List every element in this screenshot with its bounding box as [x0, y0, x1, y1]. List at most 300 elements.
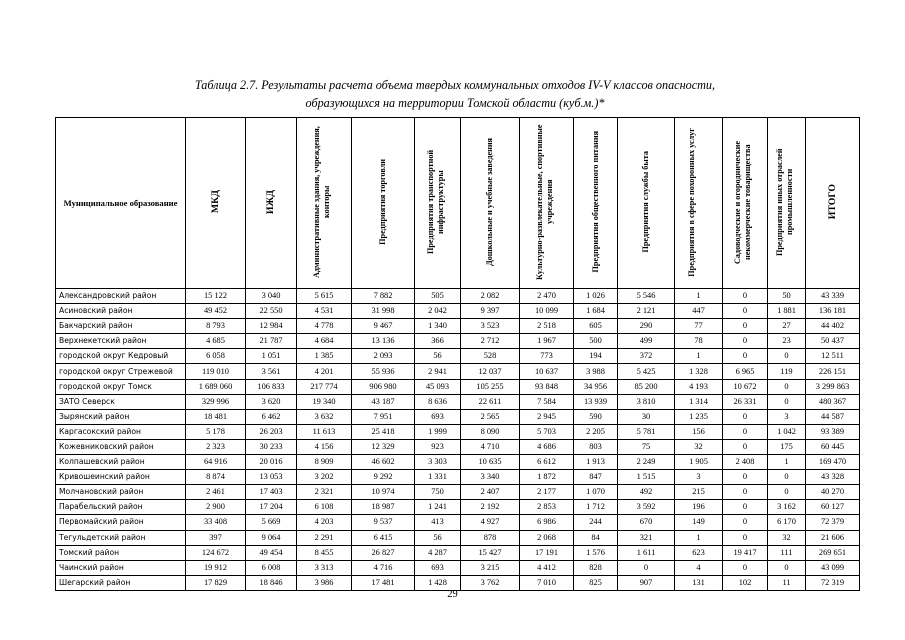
value-cell: 6 058 [186, 349, 246, 364]
value-cell: 825 [574, 575, 618, 590]
value-cell: 6 170 [768, 515, 806, 530]
value-cell: 7 010 [520, 575, 574, 590]
value-cell: 9 537 [352, 515, 415, 530]
value-cell: 590 [574, 409, 618, 424]
value-cell: 23 [768, 334, 806, 349]
value-cell: 46 602 [352, 455, 415, 470]
value-cell: 447 [675, 304, 723, 319]
value-cell: 45 093 [415, 379, 461, 394]
value-cell: 803 [574, 439, 618, 454]
total-cell: 50 437 [806, 334, 860, 349]
value-cell: 500 [574, 334, 618, 349]
municipality-cell: Верхнекетский район [56, 334, 186, 349]
value-cell: 4 156 [297, 439, 352, 454]
total-cell: 72 319 [806, 575, 860, 590]
value-cell: 26 203 [246, 424, 297, 439]
total-cell: 60 127 [806, 500, 860, 515]
table-row [56, 409, 860, 424]
value-cell: 3 313 [297, 560, 352, 575]
value-cell: 10 099 [520, 304, 574, 319]
table-row [56, 394, 860, 409]
value-cell: 2 093 [352, 349, 415, 364]
value-cell: 4 686 [520, 439, 574, 454]
value-cell: 4 685 [186, 334, 246, 349]
value-cell: 9 292 [352, 470, 415, 485]
value-cell: 1 [675, 349, 723, 364]
table-row [56, 334, 860, 349]
municipality-cell: Первомайский район [56, 515, 186, 530]
value-cell: 5 781 [618, 424, 675, 439]
value-cell: 4 287 [415, 545, 461, 560]
value-cell: 1 872 [520, 470, 574, 485]
value-cell: 0 [723, 470, 768, 485]
value-cell: 22 550 [246, 304, 297, 319]
column-header-gardening: Садоводческие и огороднические некоммерческие товарищества [723, 118, 768, 289]
value-cell: 10 635 [461, 455, 520, 470]
value-cell: 102 [723, 575, 768, 590]
value-cell: 6 986 [520, 515, 574, 530]
value-cell: 1 881 [768, 304, 806, 319]
value-cell: 3 810 [618, 394, 675, 409]
value-cell: 693 [415, 409, 461, 424]
value-cell: 106 833 [246, 379, 297, 394]
value-cell: 4 412 [520, 560, 574, 575]
value-cell: 2 565 [461, 409, 520, 424]
value-cell: 1 241 [415, 500, 461, 515]
value-cell: 32 [675, 439, 723, 454]
column-header-trade: Предприятия торговли [352, 118, 415, 289]
value-cell: 0 [723, 530, 768, 545]
value-cell: 2 853 [520, 500, 574, 515]
value-cell: 11 [768, 575, 806, 590]
municipality-cell: Бакчарский район [56, 319, 186, 334]
table-row [56, 455, 860, 470]
value-cell: 1 314 [675, 394, 723, 409]
value-cell: 1 515 [618, 470, 675, 485]
value-cell: 34 956 [574, 379, 618, 394]
table-row [56, 470, 860, 485]
municipality-cell: городской округ Стрежевой [56, 364, 186, 379]
total-cell: 93 389 [806, 424, 860, 439]
value-cell: 670 [618, 515, 675, 530]
value-cell: 2 900 [186, 500, 246, 515]
column-header-admin-buildings: Административные здания, учреждения, конторы [297, 118, 352, 289]
table-body [56, 289, 860, 591]
value-cell: 5 546 [618, 289, 675, 304]
value-cell: 2 323 [186, 439, 246, 454]
value-cell: 8 793 [186, 319, 246, 334]
table-row [56, 424, 860, 439]
value-cell: 3 [675, 470, 723, 485]
value-cell: 8 636 [415, 394, 461, 409]
total-cell: 12 511 [806, 349, 860, 364]
value-cell: 6 612 [520, 455, 574, 470]
value-cell: 7 951 [352, 409, 415, 424]
total-cell: 72 379 [806, 515, 860, 530]
value-cell: 78 [675, 334, 723, 349]
value-cell: 773 [520, 349, 574, 364]
value-cell: 2 470 [520, 289, 574, 304]
value-cell: 20 016 [246, 455, 297, 470]
value-cell: 3 523 [461, 319, 520, 334]
value-cell: 1 684 [574, 304, 618, 319]
value-cell: 7 584 [520, 394, 574, 409]
value-cell: 1 [675, 530, 723, 545]
value-cell: 321 [618, 530, 675, 545]
value-cell: 329 996 [186, 394, 246, 409]
value-cell: 2 407 [461, 485, 520, 500]
value-cell: 18 846 [246, 575, 297, 590]
municipality-cell: Асиновский район [56, 304, 186, 319]
table-row [56, 515, 860, 530]
total-cell: 3 299 863 [806, 379, 860, 394]
value-cell: 4 684 [297, 334, 352, 349]
municipality-cell: Парабельский район [56, 500, 186, 515]
value-cell: 1 042 [768, 424, 806, 439]
municipality-cell: Александровский район [56, 289, 186, 304]
value-cell: 2 205 [574, 424, 618, 439]
column-header-catering: Предприятия общественного питания [574, 118, 618, 289]
value-cell: 4 531 [297, 304, 352, 319]
value-cell: 2 461 [186, 485, 246, 500]
value-cell: 15 427 [461, 545, 520, 560]
table-row [56, 319, 860, 334]
municipality-cell: ЗАТО Северск [56, 394, 186, 409]
table-caption [150, 76, 760, 112]
table-row [56, 500, 860, 515]
waste-volume-table [55, 117, 860, 591]
value-cell: 0 [723, 485, 768, 500]
value-cell: 0 [768, 349, 806, 364]
value-cell: 0 [723, 515, 768, 530]
value-cell: 0 [768, 560, 806, 575]
value-cell: 372 [618, 349, 675, 364]
value-cell: 923 [415, 439, 461, 454]
value-cell: 366 [415, 334, 461, 349]
table-header-row [56, 118, 860, 289]
value-cell: 623 [675, 545, 723, 560]
value-cell: 413 [415, 515, 461, 530]
value-cell: 32 [768, 530, 806, 545]
value-cell: 33 408 [186, 515, 246, 530]
value-cell: 4 927 [461, 515, 520, 530]
value-cell: 50 [768, 289, 806, 304]
column-header-mkd: МКД [186, 118, 246, 289]
value-cell: 605 [574, 319, 618, 334]
value-cell: 1 385 [297, 349, 352, 364]
total-cell: 43 339 [806, 289, 860, 304]
value-cell: 49 454 [246, 545, 297, 560]
value-cell: 8 874 [186, 470, 246, 485]
value-cell: 1 340 [415, 319, 461, 334]
value-cell: 119 [768, 364, 806, 379]
value-cell: 4 716 [352, 560, 415, 575]
column-header-izhd: ИЖД [246, 118, 297, 289]
value-cell: 175 [768, 439, 806, 454]
value-cell: 0 [723, 304, 768, 319]
value-cell: 18 481 [186, 409, 246, 424]
value-cell: 3 202 [297, 470, 352, 485]
value-cell: 2 291 [297, 530, 352, 545]
value-cell: 907 [618, 575, 675, 590]
value-cell: 19 340 [297, 394, 352, 409]
value-cell: 21 787 [246, 334, 297, 349]
value-cell: 6 415 [352, 530, 415, 545]
total-cell: 226 151 [806, 364, 860, 379]
value-cell: 5 615 [297, 289, 352, 304]
value-cell: 0 [768, 485, 806, 500]
total-cell: 43 328 [806, 470, 860, 485]
value-cell: 0 [768, 470, 806, 485]
value-cell: 8 909 [297, 455, 352, 470]
value-cell: 10 974 [352, 485, 415, 500]
municipality-cell: Колпашевский район [56, 455, 186, 470]
value-cell: 77 [675, 319, 723, 334]
value-cell: 1 331 [415, 470, 461, 485]
table-row [56, 560, 860, 575]
value-cell: 12 984 [246, 319, 297, 334]
value-cell: 528 [461, 349, 520, 364]
value-cell: 2 249 [618, 455, 675, 470]
value-cell: 2 945 [520, 409, 574, 424]
value-cell: 15 122 [186, 289, 246, 304]
value-cell: 12 329 [352, 439, 415, 454]
value-cell: 2 082 [461, 289, 520, 304]
column-header-consumer-services: Предприятия службы быта [618, 118, 675, 289]
value-cell: 3 632 [297, 409, 352, 424]
column-header-municipality: Муниципальное образование [56, 118, 186, 289]
value-cell: 9 397 [461, 304, 520, 319]
table-row [56, 530, 860, 545]
value-cell: 4 193 [675, 379, 723, 394]
table-row [56, 349, 860, 364]
value-cell: 105 255 [461, 379, 520, 394]
table-row [56, 485, 860, 500]
value-cell: 1 611 [618, 545, 675, 560]
value-cell: 0 [768, 379, 806, 394]
total-cell: 44 402 [806, 319, 860, 334]
value-cell: 0 [723, 439, 768, 454]
value-cell: 1 712 [574, 500, 618, 515]
value-cell: 3 040 [246, 289, 297, 304]
value-cell: 25 418 [352, 424, 415, 439]
value-cell: 93 848 [520, 379, 574, 394]
value-cell: 17 204 [246, 500, 297, 515]
value-cell: 3 620 [246, 394, 297, 409]
value-cell: 5 425 [618, 364, 675, 379]
column-header-other-industries: Предприятия иных отраслей промышленности [768, 118, 806, 289]
value-cell: 3 215 [461, 560, 520, 575]
value-cell: 131 [675, 575, 723, 590]
value-cell: 149 [675, 515, 723, 530]
municipality-cell: Молчановский район [56, 485, 186, 500]
value-cell: 30 [618, 409, 675, 424]
table-row [56, 364, 860, 379]
value-cell: 55 936 [352, 364, 415, 379]
total-cell: 136 181 [806, 304, 860, 319]
value-cell: 196 [675, 500, 723, 515]
value-cell: 217 774 [297, 379, 352, 394]
municipality-cell: Зырянский район [56, 409, 186, 424]
value-cell: 13 053 [246, 470, 297, 485]
value-cell: 9 064 [246, 530, 297, 545]
total-cell: 21 606 [806, 530, 860, 545]
value-cell: 156 [675, 424, 723, 439]
value-cell: 215 [675, 485, 723, 500]
value-cell: 1 999 [415, 424, 461, 439]
municipality-cell: Кожевниковский район [56, 439, 186, 454]
value-cell: 4 778 [297, 319, 352, 334]
value-cell: 119 010 [186, 364, 246, 379]
value-cell: 2 321 [297, 485, 352, 500]
column-header-funeral-services: Предприятия в сфере похоронных услуг [675, 118, 723, 289]
value-cell: 828 [574, 560, 618, 575]
value-cell: 1 913 [574, 455, 618, 470]
value-cell: 0 [723, 560, 768, 575]
page-number: 29 [447, 589, 458, 600]
table-row [56, 304, 860, 319]
value-cell: 18 987 [352, 500, 415, 515]
value-cell: 1 070 [574, 485, 618, 500]
caption-line-1: Таблица 2.7. Результаты расчета объема твердых коммунальных отходов IV-V классов опасности, [194, 78, 716, 92]
value-cell: 0 [723, 334, 768, 349]
value-cell: 6 108 [297, 500, 352, 515]
value-cell: 0 [723, 289, 768, 304]
value-cell: 0 [723, 319, 768, 334]
value-cell: 4 710 [461, 439, 520, 454]
value-cell: 0 [723, 500, 768, 515]
value-cell: 0 [723, 349, 768, 364]
value-cell: 19 417 [723, 545, 768, 560]
value-cell: 124 672 [186, 545, 246, 560]
value-cell: 10 672 [723, 379, 768, 394]
value-cell: 2 408 [723, 455, 768, 470]
value-cell: 1 [768, 455, 806, 470]
value-cell: 693 [415, 560, 461, 575]
column-header-education: Дошкольные и учебные заведения [461, 118, 520, 289]
value-cell: 3 561 [246, 364, 297, 379]
total-cell: 480 367 [806, 394, 860, 409]
table-row [56, 289, 860, 304]
value-cell: 1 235 [675, 409, 723, 424]
column-header-transport: Предприятия транспортной инфраструктуры [415, 118, 461, 289]
value-cell: 290 [618, 319, 675, 334]
value-cell: 3 988 [574, 364, 618, 379]
value-cell: 0 [723, 409, 768, 424]
municipality-cell: Каргасокский район [56, 424, 186, 439]
value-cell: 3 986 [297, 575, 352, 590]
value-cell: 26 331 [723, 394, 768, 409]
value-cell: 75 [618, 439, 675, 454]
value-cell: 17 191 [520, 545, 574, 560]
value-cell: 1 428 [415, 575, 461, 590]
value-cell: 492 [618, 485, 675, 500]
value-cell: 17 829 [186, 575, 246, 590]
value-cell: 1 026 [574, 289, 618, 304]
value-cell: 505 [415, 289, 461, 304]
value-cell: 3 340 [461, 470, 520, 485]
total-cell: 40 270 [806, 485, 860, 500]
total-cell: 269 651 [806, 545, 860, 560]
value-cell: 3 303 [415, 455, 461, 470]
value-cell: 906 980 [352, 379, 415, 394]
municipality-cell: городской округ Кедровый [56, 349, 186, 364]
value-cell: 1 689 060 [186, 379, 246, 394]
value-cell: 397 [186, 530, 246, 545]
municipality-cell: Кривошеинский район [56, 470, 186, 485]
value-cell: 64 916 [186, 455, 246, 470]
value-cell: 499 [618, 334, 675, 349]
value-cell: 3 162 [768, 500, 806, 515]
value-cell: 4 201 [297, 364, 352, 379]
value-cell: 6 008 [246, 560, 297, 575]
total-cell: 60 445 [806, 439, 860, 454]
value-cell: 244 [574, 515, 618, 530]
value-cell: 5 703 [520, 424, 574, 439]
value-cell: 26 827 [352, 545, 415, 560]
value-cell: 6 965 [723, 364, 768, 379]
value-cell: 2 042 [415, 304, 461, 319]
table-row [56, 545, 860, 560]
municipality-cell: Чаинский район [56, 560, 186, 575]
total-cell: 169 470 [806, 455, 860, 470]
value-cell: 12 037 [461, 364, 520, 379]
value-cell: 27 [768, 319, 806, 334]
value-cell: 4 [675, 560, 723, 575]
value-cell: 2 712 [461, 334, 520, 349]
total-cell: 43 099 [806, 560, 860, 575]
municipality-cell: Шегарский район [56, 575, 186, 590]
value-cell: 17 481 [352, 575, 415, 590]
value-cell: 10 637 [520, 364, 574, 379]
value-cell: 1 905 [675, 455, 723, 470]
municipality-cell: Томский район [56, 545, 186, 560]
value-cell: 11 613 [297, 424, 352, 439]
table-row [56, 439, 860, 454]
value-cell: 3 592 [618, 500, 675, 515]
value-cell: 22 611 [461, 394, 520, 409]
value-cell: 9 467 [352, 319, 415, 334]
value-cell: 3 762 [461, 575, 520, 590]
value-cell: 4 203 [297, 515, 352, 530]
value-cell: 878 [461, 530, 520, 545]
value-cell: 847 [574, 470, 618, 485]
value-cell: 30 233 [246, 439, 297, 454]
value-cell: 17 403 [246, 485, 297, 500]
value-cell: 111 [768, 545, 806, 560]
value-cell: 3 [768, 409, 806, 424]
value-cell: 1 328 [675, 364, 723, 379]
value-cell: 1 967 [520, 334, 574, 349]
value-cell: 0 [768, 394, 806, 409]
municipality-cell: городской округ Томск [56, 379, 186, 394]
value-cell: 2 192 [461, 500, 520, 515]
value-cell: 56 [415, 530, 461, 545]
caption-line-2: образующихся на территории Томской области (куб.м.)* [305, 96, 605, 110]
value-cell: 85 200 [618, 379, 675, 394]
value-cell: 6 462 [246, 409, 297, 424]
value-cell: 2 177 [520, 485, 574, 500]
value-cell: 8 090 [461, 424, 520, 439]
value-cell: 1 576 [574, 545, 618, 560]
value-cell: 7 882 [352, 289, 415, 304]
column-header-culture-sport: Культурно-развлекательные, спортивные учреждения [520, 118, 574, 289]
value-cell: 19 912 [186, 560, 246, 575]
value-cell: 84 [574, 530, 618, 545]
value-cell: 750 [415, 485, 461, 500]
value-cell: 194 [574, 349, 618, 364]
value-cell: 43 187 [352, 394, 415, 409]
